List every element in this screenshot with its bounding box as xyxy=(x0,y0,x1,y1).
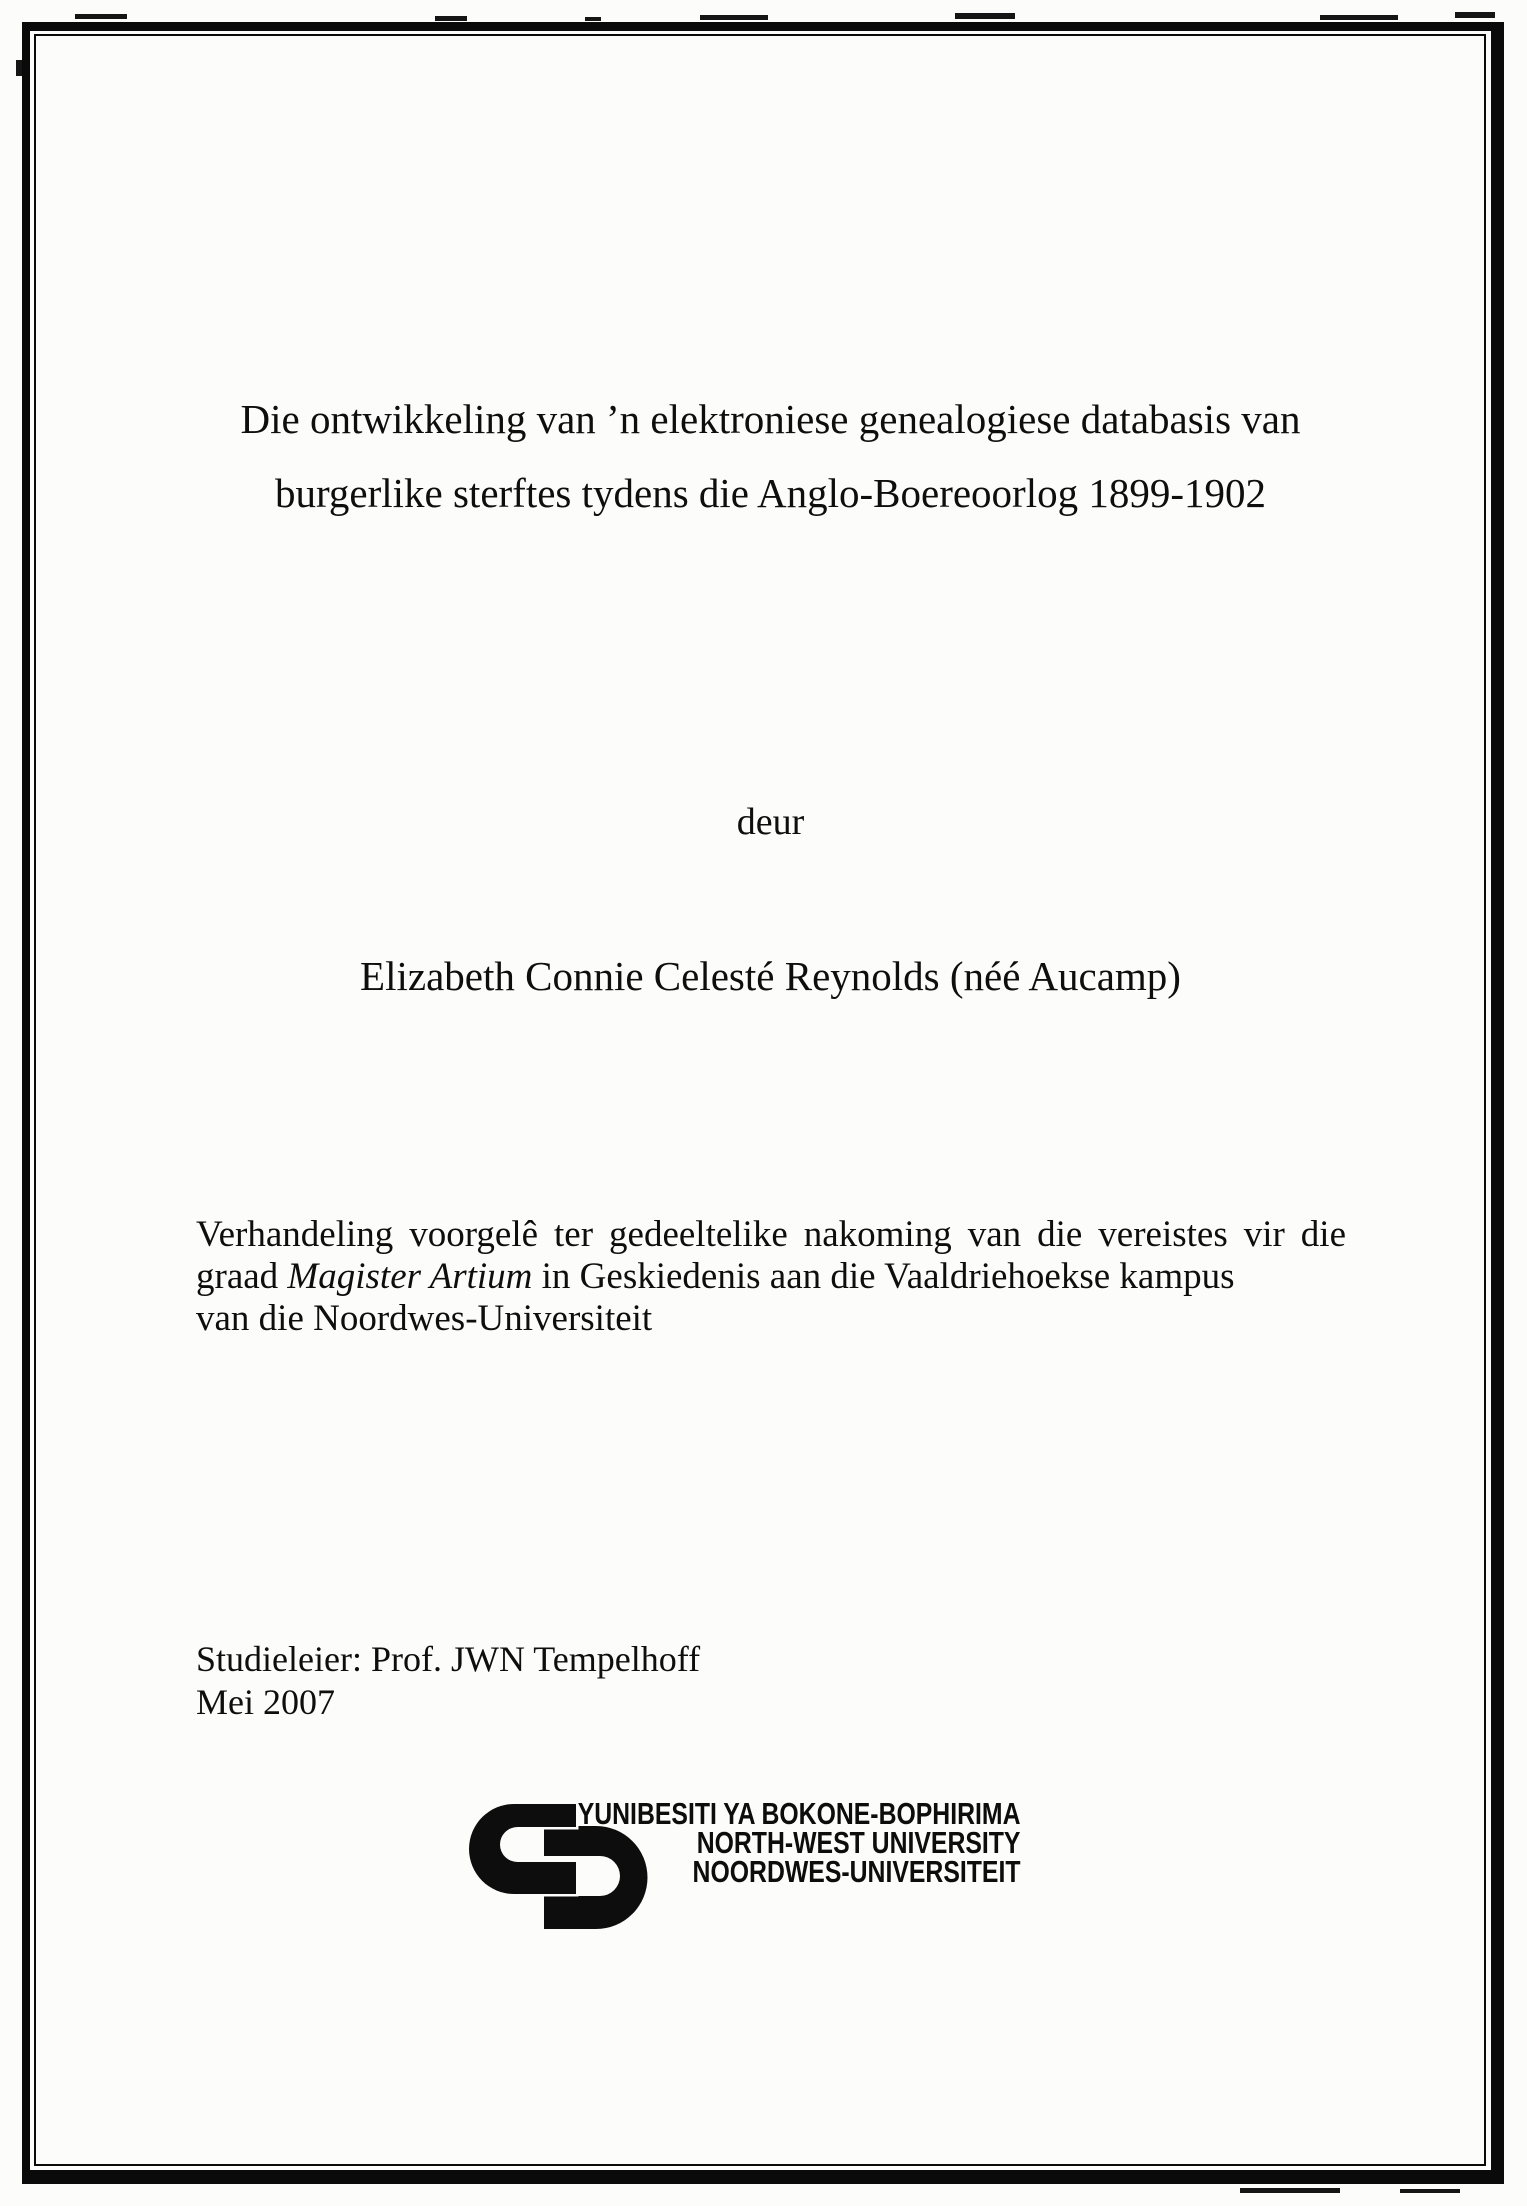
scan-artifact xyxy=(75,14,127,19)
logo-line-english: NORTH-WEST UNIVERSITY xyxy=(696,1825,1020,1860)
scan-artifact xyxy=(1240,2188,1340,2193)
scan-artifact xyxy=(435,16,467,21)
degree-name-italic: Magister Artium xyxy=(287,1256,533,1297)
scan-artifact xyxy=(1455,12,1495,18)
byline: deur xyxy=(736,801,805,843)
scan-artifact xyxy=(955,13,1015,19)
statement-line-2 xyxy=(196,1256,1346,1298)
date-line: Mei 2007 xyxy=(196,1682,335,1722)
logo-line-afrikaans: NOORDWES-UNIVERSITEIT xyxy=(692,1854,1020,1889)
scan-artifact xyxy=(585,17,601,21)
scan-artifact xyxy=(1400,2189,1460,2193)
title-line-2: burgerlike sterftes tydens die Anglo-Boereoorlog 1899-1902 xyxy=(274,470,1266,516)
statement-line-1: Verhandeling voorgelê ter gedeeltelike nakoming van die vereistes vir die xyxy=(196,1214,1346,1255)
statement-line-3: van die Noordwes-Universiteit xyxy=(196,1298,653,1339)
scan-artifact xyxy=(1320,15,1398,20)
logo-line-setswana: YUNIBESITI YA BOKONE-BOPHIRIMA xyxy=(577,1796,1020,1831)
scan-artifact xyxy=(700,15,768,20)
statement-line-2-prefix: graad xyxy=(196,1256,288,1297)
author-name: Elizabeth Connie Celesté Reynolds (néé Aucamp) xyxy=(360,953,1181,999)
statement-line-2-suffix: in Geskiedenis aan die Vaaldriehoekse kampus xyxy=(532,1256,1235,1297)
supervisor-line: Studieleier: Prof. JWN Tempelhoff xyxy=(196,1639,701,1679)
title-line-1: Die ontwikkeling van ’n elektroniese genealogiese databasis van xyxy=(240,396,1301,442)
thesis-title xyxy=(117,382,1424,530)
credits-block xyxy=(196,1638,700,1724)
logo-wordmark xyxy=(577,1796,1020,1889)
submission-statement xyxy=(196,1214,1346,1340)
